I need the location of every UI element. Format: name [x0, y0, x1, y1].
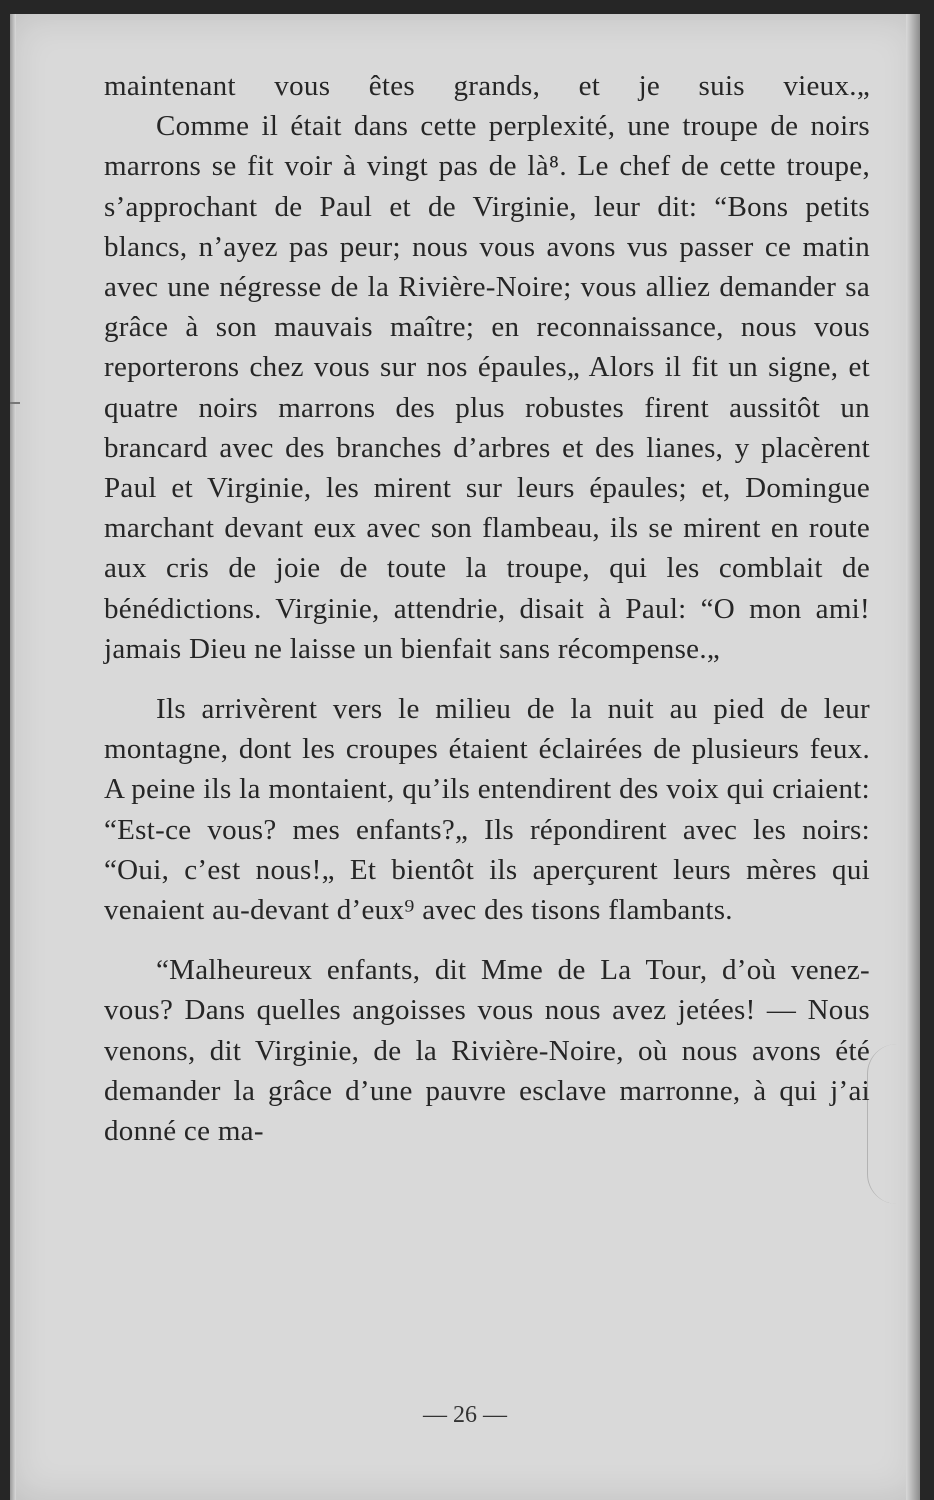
paragraph-arrivee: Ils arrivèrent vers le milieu de la nuit au pied de leur montagne, dont les croupes étaient éclairées de plusieurs feux. A peine ils la montaient, qu’ils entendirent des voix qui criaient: “Est-ce vous? mes enfants?„ Ils répondirent avec les noirs: “Oui, c’est nous!„ Et bientôt ils aperçurent leurs mères qui venaient au-devant d’eux⁹ avec des tisons flambants. [104, 693, 870, 927]
paragraph-malheureux: “Malheureux enfants, dit Mme de La Tour, d’où venez-vous? Dans quelles angoisses vous nous avez jetées! — Nous venons, dit Virginie, de la Rivière-Noire, où nous avons été demander la grâce d’une pauvre esclave marronne, à qui j’ai donné ce ma- [104, 954, 870, 1148]
body-text [104, 66, 870, 1151]
pencil-margin-line [867, 1044, 898, 1204]
paragraph-troupe: Comme il était dans cette perplexité, une troupe de noirs marrons se fit voir à vingt pas de là⁸. Le chef de cette troupe, s’approchant de Paul et de Virginie, leur dit: “Bons petits blancs, n’ayez pas peur; nous vous avons vus passer ce matin avec une négresse de la Rivière-Noire; vous alliez demander sa grâce à son mauvais maître; en reconnaissance, nous vous reporterons chez vous sur nos épaules„ Alors il fit un signe, et quatre noirs marrons des plus robustes firent aussitôt un brancard avec des branches d’arbres et des lianes, y placèrent Paul et Virginie, les mirent sur leurs épaules; et, Domingue marchant devant eux avec son flambeau, ils se mirent en route aux cris de joie de toute la troupe, qui les comblait de bénédictions. Virginie, attendrie, disait à Paul: “O mon ami! jamais Dieu ne laisse un bienfait sans récompense.„ [104, 110, 870, 665]
page-edge-right [906, 14, 920, 1500]
book-page [10, 14, 920, 1500]
page-edge-left [10, 14, 16, 1500]
paragraph-continuation: maintenant vous êtes grands, et je suis vieux.„ [104, 70, 870, 102]
page-number: — 26 — [423, 1402, 507, 1428]
margin-tick-mark [10, 402, 20, 404]
